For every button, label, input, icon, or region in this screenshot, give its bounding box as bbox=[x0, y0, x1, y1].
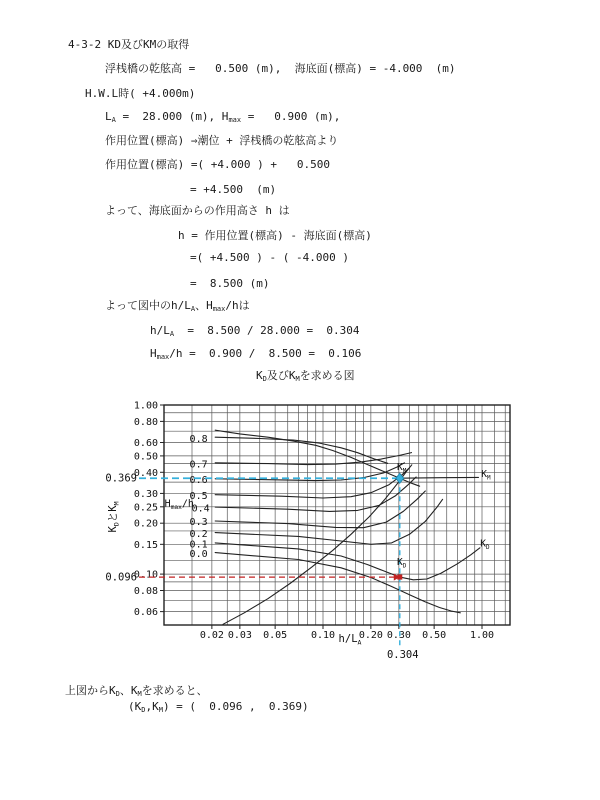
calc-line-h-result: = 8.500 (m) bbox=[190, 277, 270, 290]
y-tick-label: 0.60 bbox=[133, 438, 158, 450]
plot-frame bbox=[164, 405, 510, 625]
y-axis-title: $K_D$と$K_M$ bbox=[107, 501, 121, 533]
x-tick-label: 0.02 bbox=[199, 630, 224, 642]
x-tick-label: 0.03 bbox=[227, 630, 252, 642]
y-tick-label: 0.25 bbox=[133, 502, 158, 514]
curve-Hmax/h=0.7 bbox=[215, 453, 411, 465]
y-tick-label: 0.08 bbox=[133, 585, 158, 597]
km-kd-chart bbox=[0, 395, 600, 685]
curve-label-0.5: 0.5 bbox=[189, 490, 208, 502]
calc-line-position-result: = +4.500 (m) bbox=[190, 183, 277, 196]
result-values: $(K_D,K_M)$ = ( 0.096 , 0.369) bbox=[128, 700, 309, 714]
calc-line-position-eq: 作用位置(標高) =( +4.000 ) + 0.500 bbox=[105, 158, 330, 171]
km-right-label: $K_M$ bbox=[481, 469, 491, 482]
curve-Hmax/h=0.0 bbox=[215, 553, 460, 613]
calc-line-wave: $L_A = 28.000$ (m), $H_{max} = 0.900$ (m), bbox=[105, 110, 341, 124]
kd-right-label: $K_D$ bbox=[480, 538, 490, 551]
curve-label-0.1: 0.1 bbox=[189, 539, 208, 551]
kd-value-label: 0.096 bbox=[105, 571, 137, 584]
calc-line-hwl: H.W.L時( +4.000m) bbox=[85, 87, 196, 100]
kd-point-label: $K_D$ bbox=[396, 556, 407, 570]
kd-point-marker bbox=[397, 575, 402, 580]
calc-line-hla: $h/L_A = 8.500 / 28.000 = 0.304$ bbox=[150, 324, 360, 338]
y-tick-label: 0.20 bbox=[133, 518, 158, 530]
calc-line-hmaxh: $H_{max}/h = 0.900 / 8.500 = 0.106$ bbox=[150, 347, 362, 361]
curve-label-0.0: 0.0 bbox=[189, 549, 208, 561]
calc-line-h-intro: よって、海底面からの作用高さ h は bbox=[105, 204, 290, 217]
y-tick-label: 0.06 bbox=[133, 607, 158, 619]
result-intro: 上図から$K_D$、$K_M$を求めると、 bbox=[65, 684, 208, 698]
section-heading: 4-3-2 KD及びKMの取得 bbox=[68, 38, 190, 51]
y-tick-label: 0.80 bbox=[133, 416, 158, 428]
y-tick-label: 0.30 bbox=[133, 488, 158, 500]
x-tick-label: 0.50 bbox=[422, 630, 447, 642]
km-value-label: 0.369 bbox=[105, 472, 137, 485]
param-label-hmax-h: $H_{max}/h$ bbox=[164, 498, 194, 511]
calc-line-position-def: 作用位置(標高) ⇒潮位 + 浮桟橋の乾舷高より bbox=[105, 134, 339, 147]
y-tick-label: 0.50 bbox=[133, 451, 158, 463]
calc-line-h-def: h = 作用位置(標高) - 海底面(標高) bbox=[178, 229, 372, 242]
x-tick-label: 0.20 bbox=[358, 630, 383, 642]
curve-label-0.8: 0.8 bbox=[189, 433, 208, 445]
y-tick-label: 0.40 bbox=[133, 467, 158, 479]
x-tick-label: 0.30 bbox=[386, 630, 411, 642]
y-tick-label: 0.10 bbox=[133, 569, 158, 581]
x-tick-label: 0.10 bbox=[310, 630, 336, 642]
calc-line-freeboard: 浮桟橋の乾舷高 = 0.500 (m), 海底面(標高) = -4.000 (m) bbox=[105, 62, 456, 75]
curve-label-0.4: 0.4 bbox=[191, 503, 210, 515]
chart-title: $K_D$及び$K_M$を求める図 bbox=[256, 369, 355, 383]
calc-line-ratio-intro: よって図中の$h/L_A$、$H_{max}/h$は bbox=[105, 299, 250, 313]
x-tick-label: 0.05 bbox=[263, 630, 288, 642]
curve-label-0.6: 0.6 bbox=[189, 475, 208, 487]
curve-label-0.7: 0.7 bbox=[189, 459, 208, 471]
y-tick-label: 1.00 bbox=[133, 400, 158, 412]
curve-label-0.3: 0.3 bbox=[189, 516, 208, 528]
y-tick-label: 0.15 bbox=[133, 539, 158, 551]
calc-line-h-eq: =( +4.500 ) - ( -4.000 ) bbox=[190, 251, 349, 264]
hla-value-label: 0.304 bbox=[386, 649, 419, 661]
km-point-label: $K_M$ bbox=[396, 461, 407, 475]
curve-Hmax/h=0.8 bbox=[215, 437, 387, 463]
curve-label-0.2: 0.2 bbox=[189, 528, 208, 540]
x-tick-label: 1.00 bbox=[469, 630, 495, 642]
x-axis-title: $h/L_A$ bbox=[338, 633, 362, 647]
